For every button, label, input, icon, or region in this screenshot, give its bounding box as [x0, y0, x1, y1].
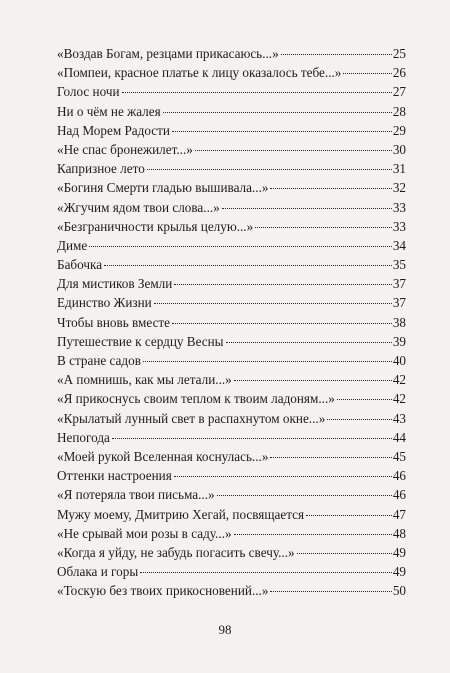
- toc-entry: [57, 524, 406, 543]
- dot-leader: [343, 73, 391, 74]
- toc-entry-title: В стране садов: [57, 353, 141, 368]
- toc-entry-title: «Воздав Богам, резцами прикасаюсь...»: [57, 46, 279, 61]
- toc-entry-page: 43: [392, 410, 406, 426]
- dot-leader: [174, 476, 392, 477]
- toc-entry-page: 37: [392, 276, 406, 292]
- toc-entry-page: 46: [392, 487, 406, 503]
- dot-leader: [172, 323, 392, 324]
- toc-entry-title: «Не срывай мои розы в саду...»: [57, 525, 232, 541]
- toc-entry-page: 49: [392, 544, 406, 560]
- dot-leader: [140, 572, 392, 573]
- toc-entry-title: «Жгучим ядом твои слова...»: [57, 199, 220, 215]
- toc-entry-title: Оттенки настроения: [57, 468, 172, 484]
- toc-entry-title: Единство Жизни: [57, 295, 152, 311]
- toc-entry: [57, 274, 406, 293]
- toc-entry-page: 28: [392, 103, 406, 119]
- toc-entry: [57, 466, 406, 485]
- toc-entry: [57, 351, 406, 370]
- toc-entry: [57, 562, 406, 581]
- toc-entry: [57, 293, 406, 312]
- toc-entry-page: 50: [392, 583, 406, 599]
- toc-entry-page: 25: [392, 46, 406, 61]
- toc-entry: [57, 370, 406, 389]
- toc-entry-page: 26: [392, 65, 406, 81]
- toc-entry-page: 31: [392, 161, 406, 177]
- toc-entry: [57, 485, 406, 504]
- toc-entry: [57, 82, 406, 101]
- toc-entry-title: Для мистиков Земли: [57, 276, 173, 292]
- toc-entry: [57, 255, 406, 274]
- toc-entry: [57, 63, 406, 82]
- toc-entry-page: 33: [392, 218, 406, 234]
- toc-entry-page: 49: [392, 564, 406, 580]
- toc-entry: [57, 332, 406, 351]
- toc-entry: [57, 409, 406, 428]
- toc-entry: [57, 140, 406, 159]
- toc-entry-title: «Безграничности крылья целую...»: [57, 218, 254, 234]
- toc-entry-page: 45: [392, 448, 406, 464]
- toc-entry-page: 29: [392, 122, 406, 138]
- toc-entry: [57, 543, 406, 562]
- toc-entry: [57, 313, 406, 332]
- dot-leader: [306, 515, 392, 516]
- toc-entry-title: «А помнишь, как мы летали...»: [57, 372, 232, 388]
- toc-entry-page: 42: [392, 391, 406, 407]
- page-number: 98: [218, 622, 232, 637]
- toc-entry-title: Бабочка: [57, 257, 103, 273]
- dot-leader: [234, 534, 392, 535]
- toc-entry-page: 48: [392, 525, 406, 541]
- toc-entry-page: 27: [392, 84, 406, 100]
- dot-leader: [174, 284, 391, 285]
- dot-leader: [297, 553, 392, 554]
- toc-entry-title: Голос ночи: [57, 84, 120, 100]
- toc-entry-page: 37: [392, 295, 406, 311]
- dot-leader: [172, 131, 392, 132]
- toc-entry-title: «Тоскую без твоих прикосновений...»: [57, 583, 269, 599]
- toc-entry: [57, 447, 406, 466]
- toc-entry-page: 40: [392, 353, 406, 368]
- dot-leader: [147, 169, 392, 170]
- dot-leader: [270, 591, 391, 592]
- toc-entry-page: 39: [392, 333, 406, 349]
- toc-entry-page: 32: [392, 180, 406, 196]
- toc-entry-title: Диме: [57, 237, 88, 253]
- toc-entry-page: 35: [392, 257, 406, 273]
- toc-entry-title: «Моей рукой Вселенная коснулась...»: [57, 448, 269, 464]
- toc-entry-title: «Не спас бронежилет...»: [57, 141, 193, 157]
- dot-leader: [222, 208, 392, 209]
- toc-entry-title: Капризное лето: [57, 161, 145, 177]
- dot-leader: [255, 227, 392, 228]
- toc-entry-page: 30: [392, 141, 406, 157]
- dot-leader: [270, 457, 391, 458]
- toc-entry: [57, 178, 406, 197]
- toc-entry-title: Мужу моему, Дмитрию Хегай, посвящается: [57, 506, 305, 522]
- dot-leader: [217, 495, 392, 496]
- dot-leader: [234, 380, 392, 381]
- toc-entry-page: 46: [392, 468, 406, 484]
- toc-entry-page: 47: [392, 506, 406, 522]
- toc-entry-title: Облака и горы: [57, 564, 139, 580]
- toc-entry: [57, 236, 406, 255]
- toc-entry: [57, 217, 406, 236]
- toc-entry-title: «Крылатый лунный свет в распахнутом окне...»: [57, 410, 326, 426]
- toc-entry: [57, 581, 406, 600]
- toc-entry-page: 44: [392, 429, 406, 445]
- dot-leader: [112, 438, 392, 439]
- toc-entry-title: «Когда я уйду, не забудь погасить свечу...»: [57, 544, 295, 560]
- toc-entry-title: Над Морем Радости: [57, 122, 170, 138]
- toc-entry: [57, 389, 406, 408]
- toc-entry: [57, 121, 406, 140]
- dot-leader: [143, 361, 392, 362]
- dot-leader: [195, 150, 392, 151]
- toc-entry-page: 42: [392, 372, 406, 388]
- toc-entry-title: «Я прикоснусь своим теплом к твоим ладоням...»: [57, 391, 335, 407]
- toc-entry-title: «Я потеряла твои письма...»: [57, 487, 215, 503]
- toc-entry-page: 33: [392, 199, 406, 215]
- dot-leader: [270, 188, 391, 189]
- toc-entry: [57, 102, 406, 121]
- dot-leader: [281, 54, 392, 55]
- dot-leader: [327, 419, 392, 420]
- toc-entry: [57, 44, 406, 63]
- dot-leader: [104, 265, 392, 266]
- dot-leader: [337, 399, 392, 400]
- dot-leader: [89, 246, 392, 247]
- toc-entry: [57, 159, 406, 178]
- toc-entry: [57, 505, 406, 524]
- toc-entry: [57, 428, 406, 447]
- toc-entry-page: 38: [392, 314, 406, 330]
- dot-leader: [154, 303, 392, 304]
- dot-leader: [122, 92, 392, 93]
- toc-entry-title: «Помпеи, красное платье к лицу оказалось тебе...»: [57, 65, 342, 81]
- table-of-contents: [57, 44, 406, 600]
- toc-entry-page: 34: [392, 237, 406, 253]
- toc-entry-title: Непогода: [57, 429, 110, 445]
- dot-leader: [226, 342, 392, 343]
- toc-entry-title: «Богиня Смерти гладью вышивала...»: [57, 180, 269, 196]
- dot-leader: [163, 112, 392, 113]
- toc-entry: [57, 198, 406, 217]
- toc-entry-title: Путешествие к сердцу Весны: [57, 333, 224, 349]
- toc-entry-title: Ни о чём не жалея: [57, 103, 161, 119]
- toc-entry-title: Чтобы вновь вместе: [57, 314, 171, 330]
